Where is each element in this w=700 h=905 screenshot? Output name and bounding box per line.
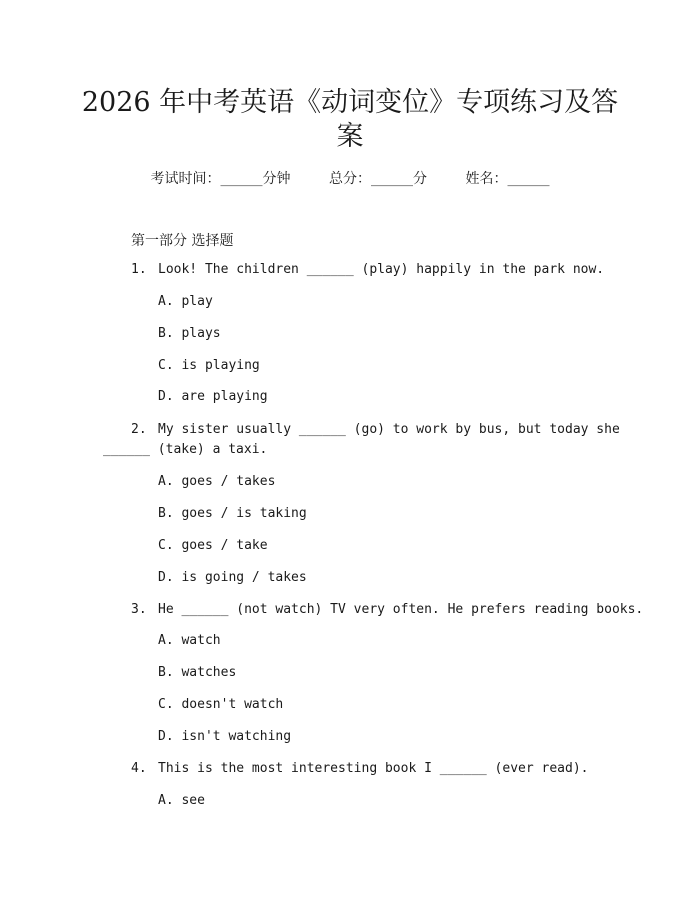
question-number: 3. (131, 602, 147, 617)
question-text: This is the most interesting book I ______ (ever read). (158, 761, 589, 776)
option-a: A. goes / takes (158, 474, 276, 489)
exam-time: 考试时间：______分钟 (150, 171, 291, 187)
option-c: C. goes / take (158, 538, 268, 553)
section-heading: 第一部分 选择题 (131, 233, 234, 249)
question-text: He ______ (not watch) TV very often. He prefers reading books. (158, 602, 644, 617)
question-number: 2. (131, 422, 147, 437)
total-score: 总分：______分 (329, 171, 427, 187)
option-b: B. goes / is taking (158, 506, 307, 521)
option-a: A. play (158, 294, 213, 309)
question-number: 1. (131, 262, 147, 277)
question-text: Look! The children ______ (play) happily in the park now. (158, 262, 605, 277)
page-title-line-1: 2026 年中考英语《动词变位》专项练习及答 (81, 87, 619, 118)
option-d: D. is going / takes (158, 570, 307, 585)
option-b: B. plays (158, 326, 221, 341)
exam-info (0, 168, 700, 188)
option-b: B. watches (158, 665, 237, 680)
option-c: C. doesn't watch (158, 697, 284, 712)
question-text: My sister usually ______ (go) to work by bus, but today she (158, 422, 620, 437)
question-text-continued: ______ (take) a taxi. (103, 442, 268, 457)
option-d: D. are playing (158, 389, 268, 404)
option-c: C. is playing (158, 358, 260, 373)
option-d: D. isn't watching (158, 729, 292, 744)
option-a: A. watch (158, 633, 221, 648)
page-title-line-2: 案 (336, 121, 364, 152)
option-a: A. see (158, 793, 205, 808)
student-name: 姓名：______ (465, 171, 550, 187)
question-number: 4. (131, 761, 147, 776)
